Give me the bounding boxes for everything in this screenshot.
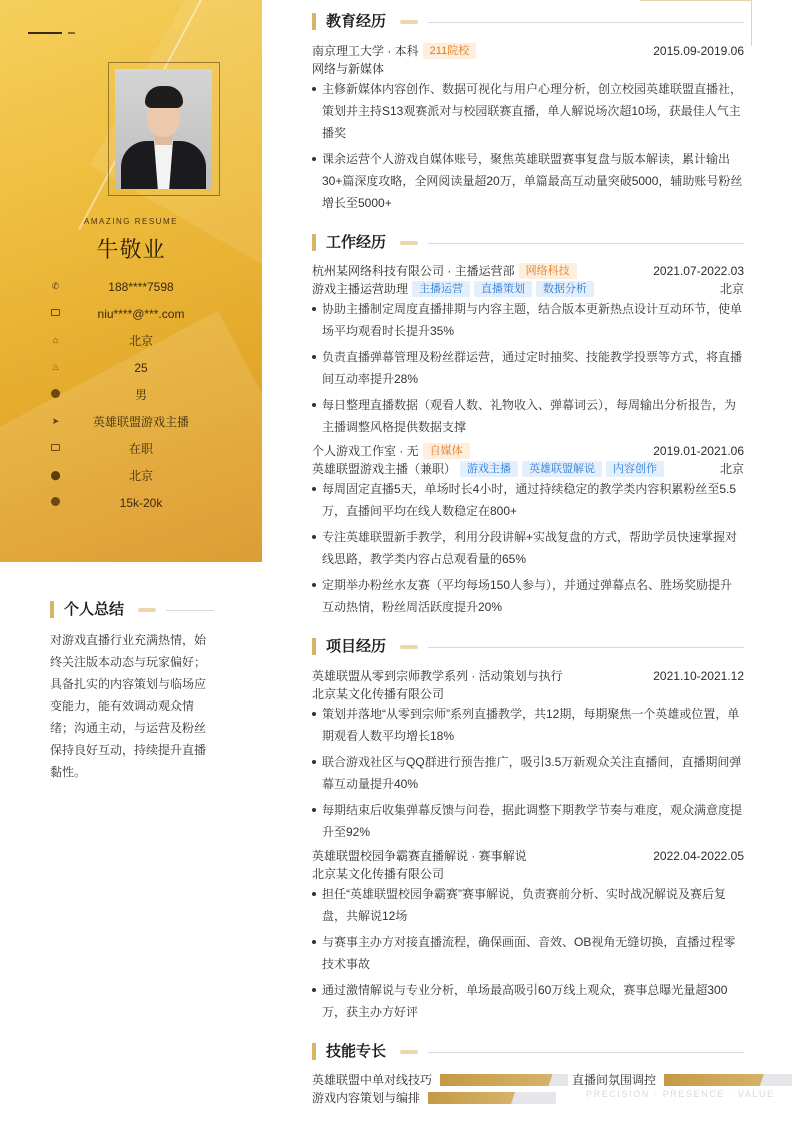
project-name: 英雄联盟从零到宗师教学系列 · 活动策划与执行 (312, 669, 563, 683)
projects-heading (312, 637, 744, 657)
city-value: 北京 (128, 469, 153, 483)
role-tag: 英雄联盟解说 (522, 461, 602, 477)
job-role-row (312, 280, 744, 298)
job-city: 北京 (719, 282, 744, 296)
project-period: 2021.10-2021.12 (653, 669, 744, 683)
gender-value: 男 (134, 388, 147, 402)
home-icon: ⌂ (52, 335, 59, 345)
skill-bar-fill (428, 1092, 515, 1104)
status-value: 在职 (128, 442, 153, 456)
list-item: 与赛事主办方对接直播流程，确保画面、音效、OB视角无缝切换，直播过程零技术事故 (312, 931, 744, 975)
company-name: 个人游戏工作室 · 无 (312, 444, 419, 458)
list-item: 每日整理直播数据（观看人数、礼物收入、弹幕词云），每周输出分析报告，为主播调整风格提供数据支撑 (312, 394, 744, 438)
role-tag: 主播运营 (412, 281, 470, 297)
info-phone (0, 278, 262, 296)
email-value: niu****@***.com (97, 307, 185, 321)
profile-photo (115, 69, 212, 189)
age-value: 25 (134, 361, 148, 375)
education-school-row (312, 42, 744, 60)
list-item: 联合游戏社区与QQ群进行预告推广，吸引3.5万新观众关注直播间，直播期间弹幕互动量提升40% (312, 751, 744, 795)
job-period: 2021.07-2022.03 (653, 264, 744, 278)
skill-label: 直播间氛围调控 (572, 1073, 657, 1087)
project-name: 英雄联盟校园争霸赛直播解说 · 赛事解说 (312, 849, 527, 863)
work-title: 工作经历 (326, 234, 387, 251)
decor-dash (28, 32, 62, 34)
skills-title: 技能专长 (326, 1043, 387, 1060)
skill-bar-fill (440, 1074, 553, 1086)
info-salary (0, 494, 262, 512)
position-value: 英雄联盟游戏主播 (92, 415, 189, 429)
skills-heading (312, 1042, 744, 1062)
watermark: PRECISION · PRESENCE · VALUE (586, 1089, 775, 1099)
decor-line (751, 0, 752, 46)
work-heading (312, 233, 744, 253)
decor-dash (68, 32, 75, 34)
role-tag: 内容创作 (606, 461, 664, 477)
education-title: 教育经历 (326, 13, 387, 30)
education-period: 2015.09-2019.06 (653, 44, 744, 58)
list-item: 负责直播弹幕管理及粉丝群运营，通过定时抽奖、技能教学投票等方式，将直播间互动率提升28% (312, 346, 744, 390)
project-row (312, 667, 744, 685)
skill-label: 游戏内容策划与编排 (312, 1091, 421, 1105)
list-item: 每周固定直播5天，单场时长4小时，通过持续稳定的教学类内容积累粉丝至5.5万，直播间平均在线人数稳定在800+ (312, 478, 744, 522)
summary-heading (50, 600, 215, 620)
company-tag: 自媒体 (423, 443, 470, 459)
role-tag: 游戏主播 (460, 461, 518, 477)
job-city: 北京 (719, 462, 744, 476)
info-city (0, 467, 262, 485)
project-period: 2022.04-2022.05 (653, 849, 744, 863)
summary-text: 对游戏直播行业充满热情，始终关注版本动态与玩家偏好；具备扎实的内容策划与临场应变能力，能有效调动观众情绪；沟通主动，与运营及粉丝保持良好互动，持续提升直播黏性。 (50, 633, 207, 779)
list-item: 专注英雄联盟新手教学，利用分段讲解+实战复盘的方式，帮助学员快速掌握对线思路，教学类内容占总观看量的65% (312, 526, 744, 570)
list-item: 主修新媒体内容创作、数据可视化与用户心理分析，创立校园英雄联盟直播社，策划并主持S13观赛派对与校园联赛直播，单人解说场次超10场，获最佳人气主播奖 (312, 78, 744, 144)
school-tag: 211院校 (423, 43, 477, 59)
phone-icon: ✆ (51, 281, 60, 291)
info-gender (0, 386, 262, 404)
job-company-row (312, 442, 744, 460)
role-tag: 数据分析 (536, 281, 594, 297)
list-item: 担任“英雄联盟校园争霸赛”赛事解说，负责赛前分析、实时战况解说及赛后复盘，共解说12场 (312, 883, 744, 927)
skill-bar (428, 1092, 556, 1104)
candidate-name: 牛敬业 (96, 238, 166, 263)
company-name: 杭州某网络科技有限公司 · 主播运营部 (312, 264, 515, 278)
job-company-row (312, 262, 744, 280)
role-tag: 直播策划 (474, 281, 532, 297)
decor-line (640, 0, 752, 1)
info-home (0, 332, 262, 350)
list-item: 每期结束后收集弹幕反馈与问卷，据此调整下期教学节奏与难度，观众满意度提升至92% (312, 799, 744, 843)
project-org: 北京某文化传播有限公司 (312, 867, 445, 881)
info-status (0, 440, 262, 458)
job-role: 游戏主播运营助理 (312, 282, 409, 296)
project-row (312, 847, 744, 865)
skill-bar-fill (664, 1074, 764, 1086)
list-item: 课余运营个人游戏自媒体账号，聚焦英雄联盟赛事复盘与版本解读，累计输出30+篇深度攻略，全网阅读量超20万，单篇最高互动量突破5000，辅助账号粉丝增长至5000+ (312, 148, 744, 214)
education-major: 网络与新媒体 (312, 62, 385, 76)
cake-icon: ♨ (51, 362, 60, 372)
info-position (0, 413, 262, 431)
job-role-row (312, 460, 744, 478)
school-name: 南京理工大学 · 本科 (312, 44, 419, 58)
phone-value: 188****7598 (108, 280, 174, 294)
company-tag: 网络科技 (519, 263, 577, 279)
list-item: 策划并落地“从零到宗师”系列直播教学，共12期，每期聚焦一个英雄或位置，单期观看人数平均增长18% (312, 703, 744, 747)
home-value: 北京 (128, 334, 153, 348)
summary-title: 个人总结 (64, 601, 125, 618)
job-period: 2019.01-2021.06 (653, 444, 744, 458)
education-heading (312, 12, 744, 32)
list-item: 定期举办粉丝水友赛（平均每场150人参与），并通过弹幕点名、胜场奖励提升互动热情，粉丝周活跃度提升20% (312, 574, 744, 618)
resume-tagline: AMAZING RESUME (84, 217, 178, 226)
skill-label: 英雄联盟中单对线技巧 (312, 1073, 433, 1087)
list-item: 通过激情解说与专业分析，单场最高吸引60万线上观众，赛事总曝光量超300万，获主办方好评 (312, 979, 744, 1023)
send-icon: ➤ (51, 416, 60, 426)
skill-bar (664, 1074, 792, 1086)
list-item: 协助主播制定周度直播排期与内容主题，结合版本更新热点设计互动环节，使单场平均观看时长提升35% (312, 298, 744, 342)
info-email (0, 305, 262, 323)
info-age (0, 359, 262, 377)
job-role: 英雄联盟游戏主播（兼职） (312, 462, 457, 476)
project-org: 北京某文化传播有限公司 (312, 687, 445, 701)
salary-value: 15k-20k (119, 496, 163, 510)
skill-bar (440, 1074, 568, 1086)
projects-title: 项目经历 (326, 638, 387, 655)
location-icon: ⬤ (50, 470, 61, 480)
